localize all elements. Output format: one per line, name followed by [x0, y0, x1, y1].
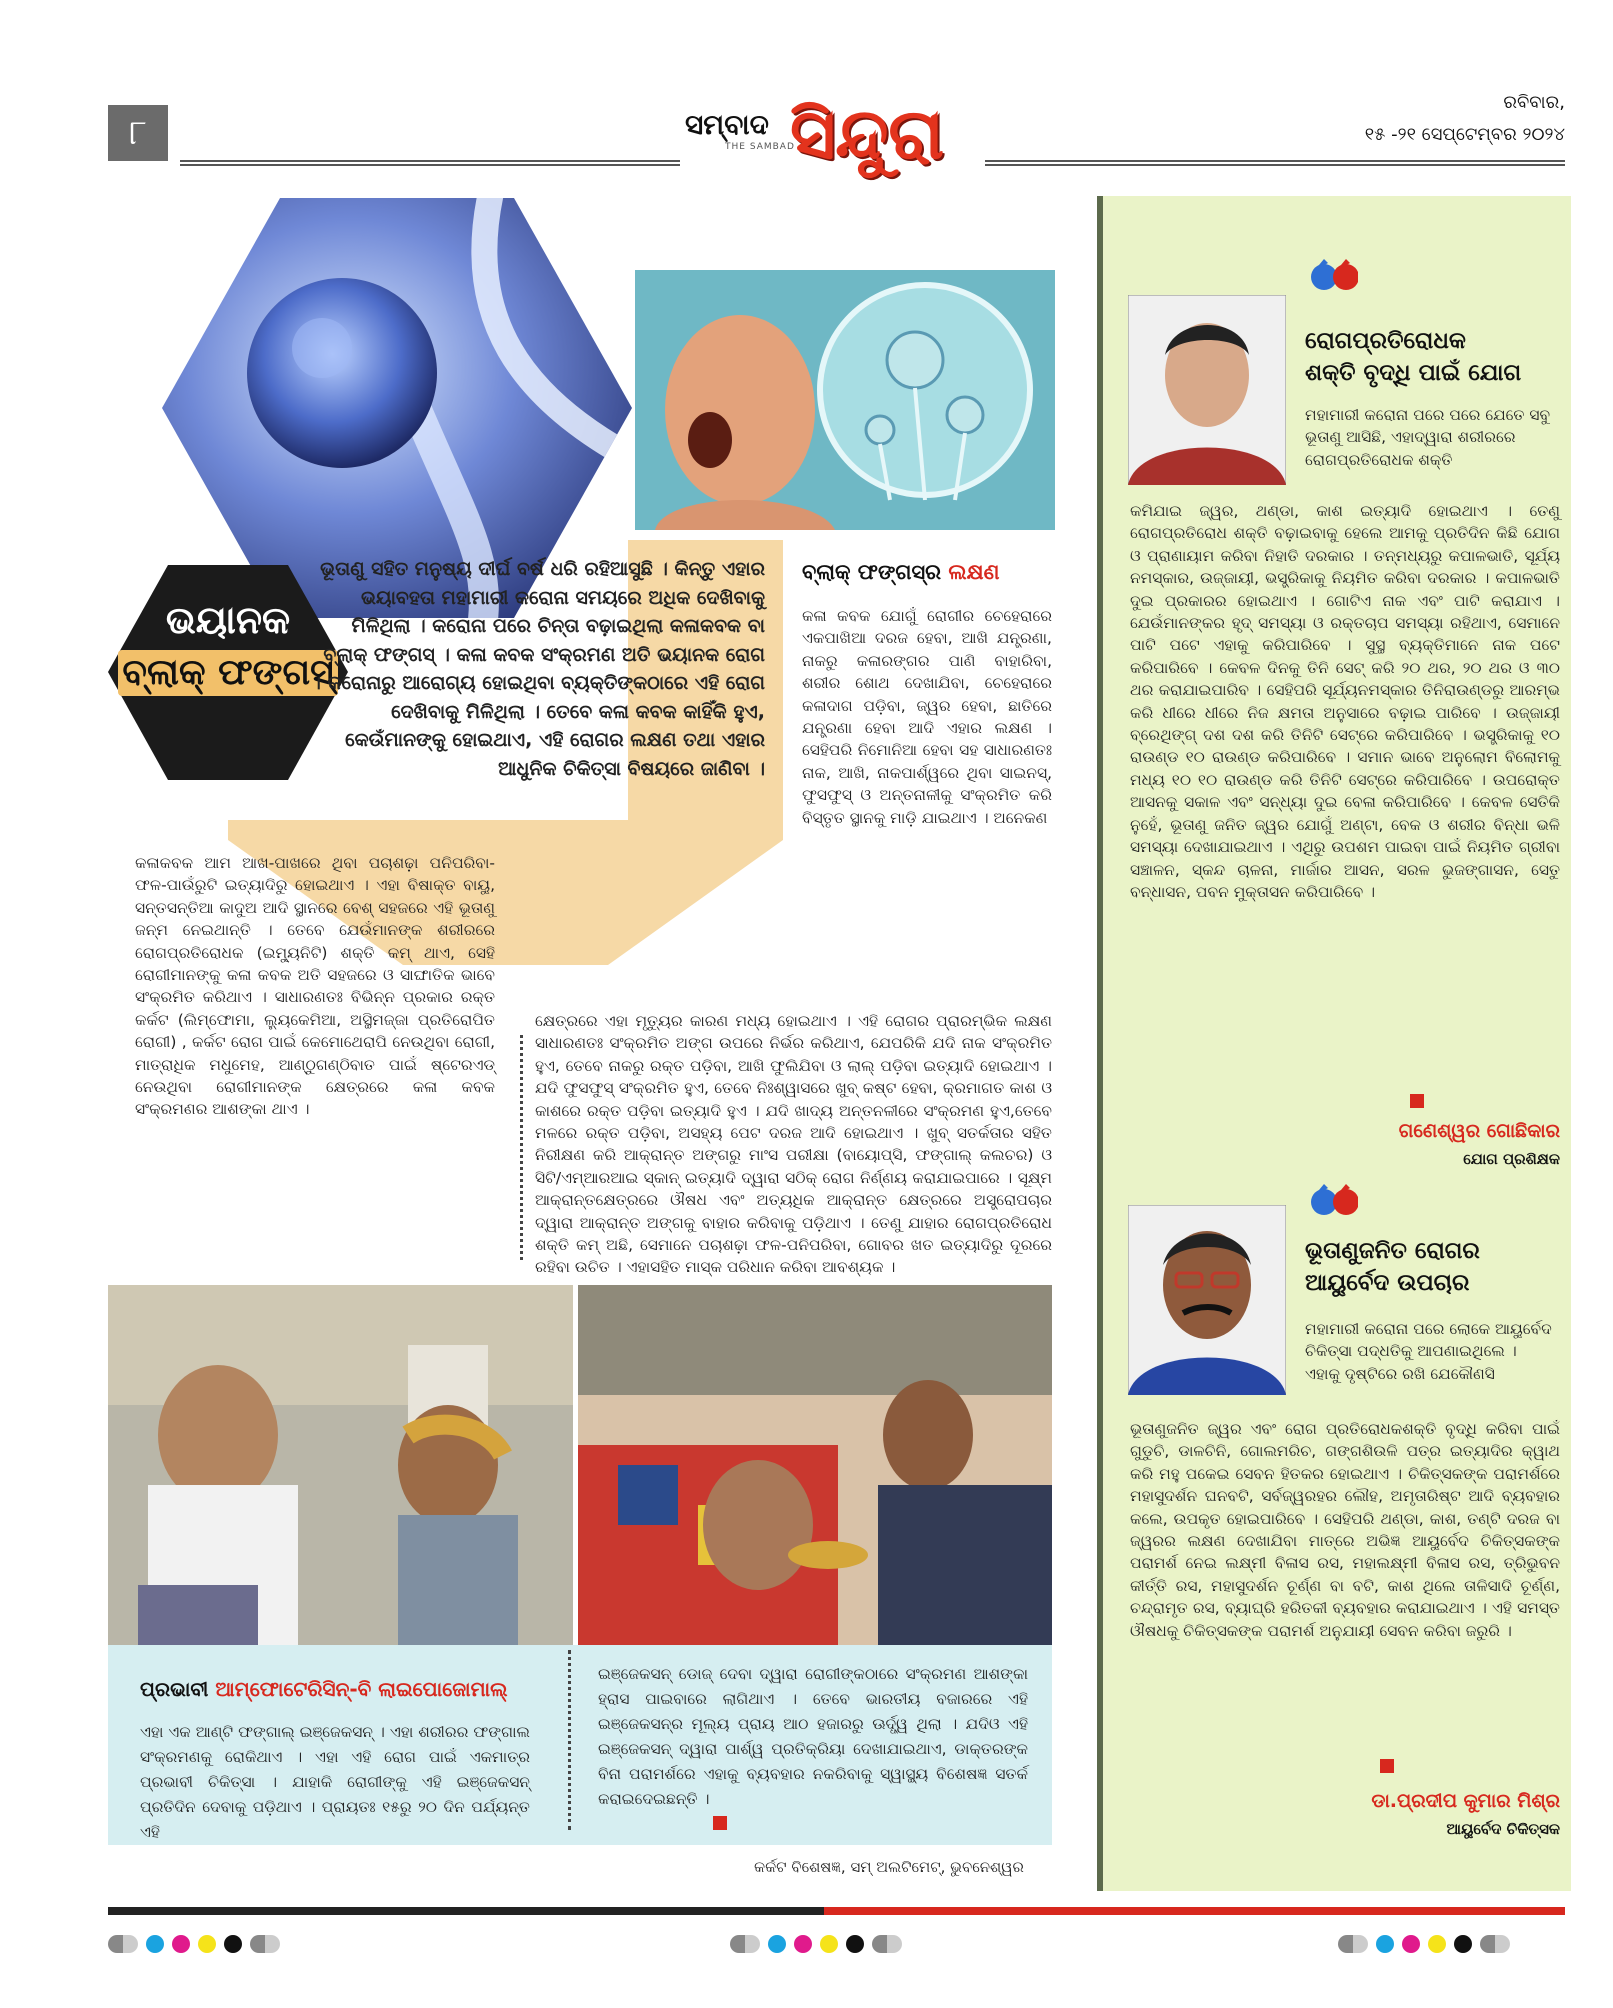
end-square-icon [713, 1812, 727, 1831]
yoga-trainer-photo [1128, 295, 1286, 485]
registration-dot-icon [250, 1935, 280, 1953]
quote-icon [1310, 1180, 1358, 1220]
injection-divider [568, 1650, 571, 1830]
registration-dot-icon [820, 1935, 838, 1953]
ayurveda-intro: ମହାମାରୀ କରୋନା ପରେ ଲୋକେ ଆୟୁର୍ବେଦ ଚିକିତ୍ସା ପଦ୍ଧତିକୁ ଆପଣାଇଥିଲେ । ଏହାକୁ ଦୃଷ୍ଟିରେ ରଖି ଯେକୌଣସି [1305, 1320, 1552, 1383]
ayurveda-title [1305, 1235, 1555, 1299]
symptoms-column: କଳା କବକ ଯୋଗୁଁ ରୋଗୀର ଚେହେରାରେ ଏକପାଖିଆ ଦରଜ ହେବା, ଆଖି ଯନ୍ତ୍ରଣା, ନାକରୁ କଳାରଙ୍ଗର ପାଣି ବାହାରିବା, ଶରୀର ଶୋଥ ଦେଖାଯିବା, ଚେହେରାରେ କଳାଦାଗ ପଡ଼ିବା, ଜ୍ୱର ହେବା, ଛାତିରେ ଯନ୍ତ୍ରଣା ହେବା ଆଦି ଏହାର ଲକ୍ଷଣ । ସେହିପରି ନିମୋନିଆ ହେବା ସହ ସାଧାରଣତଃ ନାକ, ଆଖି, ନାକପାର୍ଶ୍ୱରେ ଥିବା ସାଇନସ୍, ଫୁସଫୁସ୍ ଓ ଅନ୍ତନାଳୀକୁ ସଂକ୍ରମିତ କରି ବିସ୍ତୃତ ସ୍ଥାନକୁ ମାଡ଼ି ଯାଇଥାଏ । ଅନେକଣ [802, 607, 1052, 827]
symptoms-heading-accent: ଲକ୍ଷଣ [948, 560, 1000, 584]
registration-dot-icon [1338, 1935, 1368, 1953]
registration-dot-icon [108, 1935, 138, 1953]
registration-dot-icon [172, 1935, 190, 1953]
registration-dot-icon [846, 1935, 864, 1953]
injection-heading-prefix: ପ୍ରଭାବୀ [140, 1677, 209, 1701]
injection-heading-drug: ଆମ୍ଫୋଟେରିସିନ୍-ବି ଲାଇପୋଜୋମାଲ୍ [215, 1677, 508, 1701]
headline-line2: ବ୍ଲାକ୍ ଫଙ୍ଗସ୍ [118, 650, 338, 696]
brand-logo-subtitle: THE SAMBAD [725, 142, 795, 152]
yoga-title-line2: ଶକ୍ତି ବୃଦ୍ଧି ପାଇଁ ଯୋଗ [1305, 360, 1522, 386]
body-left-column: କଳାକବକ ଆମ ଆଖ-ପାଖରେ ଥିବା ପଚାଶଢ଼ା ପନିପରିବା-ଫଳ-ପାଉଁରୁଟି ଇତ୍ୟାଦିରୁ ହୋଇଥାଏ । ଏହା ବିଷାକ୍ତ ବାୟୁ, ସନ୍ତସନ୍ତିଆ କାଦୁଅ ଆଦି ସ୍ଥାନରେ ବେଶ୍ ସହଜରେ ଏହି ଭୂତାଣୁ ଜନ୍ମ ନେଇଥାନ୍ତି । ତେବେ ଯେଉଁମାନଙ୍କ ଶରୀରରେ ରୋଗପ୍ରତିରୋଧକ (ଇମ୍ୟୁନିଟି) ଶକ୍ତି କମ୍ ଥାଏ, ସେହି ରୋଗୀମାନଙ୍କୁ କଳା କବକ ଅତି ସହଜରେ ଓ ସାଙ୍ଘାତିକ ଭାବେ ସଂକ୍ରମିତ କରିଥାଏ । ସାଧାରଣତଃ ବିଭିନ୍ନ ପ୍ରକାର ରକ୍ତ କର୍କଟ (ଲିମ୍ଫୋମା, ଲ୍ୟୁକେମିଆ, ଅସ୍ଥିମଜ୍ଜା ପ୍ରତିରୋପିତ ରୋଗୀ) , କର୍କଟ ରୋଗ ପାଇଁ କେମୋଥେରାପି ନେଉଥିବା ରୋଗୀ, ମାତ୍ରାଧିକ ମଧୁମେହ, ଆଣ୍ଠୁଗଣ୍ଠିବାତ ପାଇଁ ଷ୍ଟେରଏଡ୍ ନେଉଥିବା ରୋଗୀମାନଙ୍କ କ୍ଷେତ୍ରରେ କଳା କବକ ସଂକ୍ରମଣର ଆଶଙ୍କା ଥାଏ । [135, 854, 495, 1119]
symptoms-continued: କ୍ଷେତ୍ରରେ ଏହା ମୃତ୍ୟୁର କାରଣ ମଧ୍ୟ ହୋଇଥାଏ । ଏହି ରୋଗର ପ୍ରାରମ୍ଭିକ ଲକ୍ଷଣ ସାଧାରଣତଃ ସଂକ୍ରମିତ ଅଙ୍ଗ ଉପରେ ନିର୍ଭର କରିଥାଏ, ଯେପରିକି ଯଦି ନାକ ସଂକ୍ରମିତ ହୁଏ, ତେବେ ନାକରୁ ରକ୍ତ ପଡ଼ିବା, ଆଖି ଫୁଲିଯିବା ଓ ଲାଲ୍ ପଡ଼ିବା ଇତ୍ୟାଦି ହୋଇଥାଏ । ଯଦି ଫୁସଫୁସ୍ ସଂକ୍ରମିତ ହୁଏ, ତେବେ ନିଃଶ୍ୱାସରେ ଖୁବ୍ କଷ୍ଟ ହେବା, କ୍ରମାଗତ କାଶ ଓ କାଶରେ ରକ୍ତ ପଡ଼ିବା ଇତ୍ୟାଦି ହୁଏ । ଯଦି ଖାଦ୍ୟ ଅନ୍ତନଳୀରେ ସଂକ୍ରମଣ ହୁଏ,ତେବେ ମଳରେ ରକ୍ତ ପଡ଼ିବା, ଅସହ୍ୟ ପେଟ ଦରଜ ଆଦି ହୋଇଥାଏ । ଖୁବ୍ ସତର୍କତାର ସହିତ ନିରୀକ୍ଷଣ କରି ଆକ୍ରାନ୍ତ ଅଙ୍ଗରୁ ମାଂସ ପରୀକ୍ଷା (ବାୟୋପ୍ସି, ଫଙ୍ଗାଲ୍ କଲଚର) ଓ ସିଟି/ଏମ୍ଆରଆଇ ସ୍କାନ୍ ଇତ୍ୟାଦି ଦ୍ୱାରା ସଠିକ୍ ରୋଗ ନିର୍ଣ୍ଣୟ କରାଯାଇପାରେ । ସୂକ୍ଷ୍ମ ଆକ୍ରାନ୍ତକ୍ଷେତ୍ରରେ ଔଷଧ ଏବଂ ଅତ୍ୟଧିକ ଆକ୍ରାନ୍ତ କ୍ଷେତ୍ରରେ ଅସ୍ତ୍ରୋପଚାର ଦ୍ୱାରା ଆକ୍ରାନ୍ତ ଅଙ୍ଗକୁ ବାହାର କରିବାକୁ ପଡ଼ିଥାଏ । ତେଣୁ ଯାହାର ରୋଗପ୍ରତିରୋଧ ଶକ୍ତି କମ୍ ଅଛି, ସେମାନେ ପଚାଶଢ଼ା ଫଳ-ପନିପରିବା, ଗୋବର ଖତ ଇତ୍ୟାଦିରୁ ଦୂରରେ ରହିବା ଉଚିତ । ଏହାସହିତ ମାସ୍କ ପରିଧାନ କରିବା ଆବଶ୍ୟକ । [535, 1012, 1052, 1277]
doctor-examining-photo [108, 1285, 573, 1645]
registration-dot-icon [224, 1935, 242, 1953]
registration-marks-center [730, 1935, 910, 1957]
registration-marks-right [1338, 1935, 1518, 1957]
end-square-icon [1410, 1090, 1424, 1109]
brand-logo-small: ସମ୍ବାଦ [685, 108, 769, 141]
symptoms-heading-main: ବ୍ଲାକ୍ ଫଙ୍ଗସ୍‌ର [802, 560, 942, 584]
registration-dot-icon [1376, 1935, 1394, 1953]
ayurveda-doctor-photo [1128, 1205, 1286, 1395]
ayurveda-author-role: ଆୟୁର୍ବେଦ ଚିକିତ୍ସକ [1446, 1820, 1560, 1838]
registration-dot-icon [146, 1935, 164, 1953]
registration-dot-icon [1454, 1935, 1472, 1953]
patient-bed-photo [578, 1285, 1052, 1645]
registration-dot-icon [768, 1935, 786, 1953]
yoga-intro: ମହାମାରୀ କରୋନା ପରେ ପରେ ଯେତେ ସବୁ ଭୂତାଣୁ ଆସିଛି, ଏହାଦ୍ୱାରା ଶରୀରରେ ରୋଗପ୍ରତିରୋଧକ ଶକ୍ତି [1305, 406, 1551, 469]
author-credit-oncologist: କର୍କଟ ବିଶେଷଜ୍ଞ, ସମ୍ ଅଲଟିମେଟ୍, ଭୁବନେଶ୍ୱର [754, 1858, 1024, 1876]
registration-dot-icon [1402, 1935, 1420, 1953]
header-rule-right [985, 160, 1565, 166]
symptoms-heading [802, 560, 1000, 585]
column-divider [520, 1035, 523, 1260]
end-square-icon [1380, 1755, 1394, 1774]
registration-dot-icon [794, 1935, 812, 1953]
registration-dot-icon [1480, 1935, 1510, 1953]
issue-day: ରବିବାର, [1503, 92, 1565, 113]
footer-bar-red [824, 1907, 1565, 1915]
ayurveda-author: ଡା.ପ୍ରଦୀପ କୁମାର ମିଶ୍ର [1371, 1790, 1560, 1812]
registration-dot-icon [872, 1935, 902, 1953]
registration-dot-icon [198, 1935, 216, 1953]
injection-heading [140, 1677, 508, 1701]
headline-line1: ଭୟାନକ [165, 598, 291, 642]
quote-icon [1310, 255, 1358, 295]
injection-text-left: ଏହା ଏକ ଆଣ୍ଟି ଫଙ୍ଗାଲ୍ ଇଞ୍ଜେକସନ୍ । ଏହା ଶରୀରର ଫଙ୍ଗାଲ ସଂକ୍ରମଣକୁ ରୋକିଥାଏ । ଏହା ଏହି ରୋଗ ପାଇଁ ଏକମାତ୍ର ପ୍ରଭାବୀ ଚିକିତ୍ସା । ଯାହାକି ରୋଗୀଙ୍କୁ ଏହି ଇଞ୍ଜେକସନ୍ ପ୍ରତିଦିନ ଦେବାକୁ ପଡ଼ିଥାଏ । ପ୍ରାୟତଃ ୧୫ରୁ ୨୦ ଦିନ ପର୍ଯ୍ୟନ୍ତ ଏହି [140, 1723, 530, 1841]
registration-dot-icon [730, 1935, 760, 1953]
yoga-author: ଗଣେଶ୍ୱର ଗୋଛିକାର [1398, 1120, 1560, 1142]
brand-logo-main: ସିନ୍ଦୁରା [790, 92, 945, 175]
header-rule-left [180, 160, 680, 166]
yoga-body: କମିଯାଇ ଜ୍ୱର, ଥଣ୍ଡା, କାଶ ଇତ୍ୟାଦି ହୋଇଥାଏ । ତେଣୁ ରୋଗପ୍ରତିରୋଧ ଶକ୍ତି ବଢ଼ାଇବାକୁ ହେଲେ ଆମକୁ ପ୍ରତିଦିନ କିଛି ଯୋଗ ଓ ପ୍ରାଣାୟାମ କରିବା ନିହାତି ଦରକାର । ତନ୍ମଧ୍ୟରୁ କପାଳଭାତି, ସୂର୍ଯ୍ୟ ନମସ୍କାର, ଉଜ୍ଜାୟୀ, ଭସ୍ତ୍ରିକାକୁ ନିୟମିତ କରିବା ଦରକାର । କପାଳଭାତି ଦୁଇ ପ୍ରକାରର ହୋଇଥାଏ । ଗୋଟିଏ ନାକ ଏବଂ ପାଟି କରାଯାଏ । ଯେଉଁମାନଙ୍କର ହୃଦ୍ ସମସ୍ୟା ଓ ରକ୍ତଚାପ ସମସ୍ୟା ରହିଥାଏ, ସେମାନେ ପାଟି ପଟେ ଏହାକୁ କରିପାରିବେ । ସୁସ୍ଥ ବ୍ୟକ୍ତିମାନେ ନାକ ପଟେ କରିପାରିବେ । କେବଳ ଦିନକୁ ତିନି ସେଟ୍ କରି ୨୦ ଥର, ୨୦ ଥର ଓ ୩୦ ଥର କରାଯାଇପାରିବ । ସେହିପରି ସୂର୍ଯ୍ୟନମସ୍କାର ତିନିରାଉଣ୍ଡରୁ ଆରମ୍ଭ କରି ଧୀରେ ଧୀରେ ନିଜ କ୍ଷମତା ଅନୁସାରେ ବଢ଼ାଇ ପାରିବେ । ଉଜ୍ଜାୟୀ ବ୍ରେଥିଙ୍ଗ୍ ଦଶ ଦଶ କରି ତିନିଟି ସେଟ୍‌ରେ କରିପାରିବେ । ଭସ୍ତ୍ରିକାକୁ ୧୦ ରାଉଣ୍ଡ ୧୦ ରାଉଣ୍ଡ କରିପାରିବେ । ସମାନ ଭାବେ ଅନୁଲୋମ ବିଲୋମକୁ ମଧ୍ୟ ୧୦ ୧୦ ରାଉଣ୍ଡ କରି ତିନିଟି ସେଟ୍‌ରେ କରିପାରିବେ । ଉପରୋକ୍ତ ଆସନକୁ ସକାଳ ଏବଂ ସନ୍ଧ୍ୟା ଦୁଇ ବେଳା କରିପାରିବେ । କେବଳ ସେତିକି ନୁହେଁ, ଭୂତାଣୁ ଜନିତ ଜ୍ୱର ଯୋଗୁଁ ଅଣ୍ଟା, ବେକ ଓ ଶରୀର ବିନ୍ଧା ଭଳି ସମସ୍ୟା ଦେଖାଯାଇଥାଏ । ଏଥିରୁ ଉପଶମ ପାଇବା ପାଇଁ ନିୟମିତ ଗ୍ରୀବା ସଞ୍ଚାଳନ, ସ୍କନ୍ଦ ଚାଳନା, ମାର୍ଜାର ଆସନ, ସରଳ ଭୁଜଙ୍ଗାସନ, ସେତୁ ବନ୍ଧାସନ, ପବନ ମୁକ୍ତାସନ କରିପାରିବେ । [1130, 502, 1560, 901]
registration-marks-left [108, 1935, 288, 1957]
footer-bar-black [108, 1907, 824, 1915]
ayurveda-title-line2: ଆୟୁର୍ବେଦ ଉପଚାର [1305, 1270, 1470, 1296]
intro-paragraph: ଭୂତାଣୁ ସହିତ ମନୁଷ୍ୟ ଦୀର୍ଘ ବର୍ଷ ଧରି ରହିଆସୁଛି । କିନ୍ତୁ ଏହାର ଭୟାବହତା ମହାମାରୀ କରୋନା ସମୟରେ ଅଧିକ ଦେଖିବାକୁ ମିଳିଥିଲା । କରୋନା ପରେ ଚିନ୍ତା ବଢ଼ାଇଥିଲା କଳାକବକ ବା ବ୍ଲାକ୍ ଫଙ୍ଗସ୍ । କଳା କବକ ସଂକ୍ରମଣ ଅତି ଭୟାନକ ରୋଗ । କରୋନାରୁ ଆରୋଗ୍ୟ ହୋଇଥିବା ବ୍ୟକ୍ତିଙ୍କଠାରେ ଏହି ରୋଗ ଦେଖିବାକୁ ମିଳିଥିଲା । ତେବେ କଳା କବକ କାହିଁକି ହୁଏ, କେଉଁମାନଙ୍କୁ ହୋଇଥାଏ, ଏହି ରୋଗର ଲକ୍ଷଣ ତଥା ଏହାର ଆଧୁନିକ ଚିକିତ୍ସା ବିଷୟରେ ଜାଣିବା । [312, 558, 765, 780]
yoga-title [1305, 325, 1555, 389]
ayurveda-body: ଭୂତାଣୁଜନିତ ଜ୍ୱର ଏବଂ ରୋଗ ପ୍ରତିରୋଧକଶକ୍ତି ବୃଦ୍ଧି କରିବା ପାଇଁ ଗୁଡୁଚି, ଡାଳଚିନି, ଗୋଲମରିଚ, ଗଙ୍ଗଶିଉଳି ପତ୍ର ଇତ୍ୟାଦିର କ୍ୱାଥ କରି ମହୁ ପକେଇ ସେବନ ହିତକର ହୋଇଥାଏ । ଚିକିତ୍ସକଙ୍କ ପରାମର୍ଶରେ ମହାସୁଦର୍ଶନ ଘନବଟି, ସର୍ବଜ୍ୱରହର ଲୌହ, ଅମୃତାରିଷ୍ଟ ଆଦି ବ୍ୟବହାର କଲେ, ଉପକୃତ ହୋଇପାରିବେ । ସେହିପରି ଥଣ୍ଡା, କାଶ, ତଣ୍ଟି ଦରଜ ବା ଜ୍ୱରର ଲକ୍ଷଣ ଦେଖାଯିବା ମାତ୍ରେ ଅଭିଜ୍ଞ ଆୟୁର୍ବେଦ ଚିକିତ୍ସକଙ୍କ ପରାମର୍ଶ ନେଇ ଲକ୍ଷ୍ମୀ ବିଳାସ ରସ, ମହାଲକ୍ଷ୍ମୀ ବିଳାସ ରସ, ତ୍ରିଭୁବନ କୀର୍ତ୍ତି ରସ, ମହାସୁଦର୍ଶନ ଚୂର୍ଣ୍ଣ ବା ବଟି, କାଶ ଥିଲେ ତାଳିସାଦି ଚୂର୍ଣ୍ଣ, ଚନ୍ଦ୍ରାମୃତ ରସ, ବ୍ୟାଘ୍ରି ହରିତକୀ ବ୍ୟବହାର କରାଯାଇଥାଏ । ଏହି ସମସ୍ତ ଔଷଧକୁ ଚିକିତ୍ସକଙ୍କ ପରାମର୍ଶ ଅନୁଯାୟୀ ସେବନ କରିବା ଜରୁରି । [1130, 1420, 1560, 1640]
yoga-title-line1: ରୋଗପ୍ରତିରୋଧକ [1305, 328, 1466, 354]
issue-date: ୧୫ -୨୧ ସେପ୍ଟେମ୍ବର ୨୦୨୪ [1364, 124, 1565, 145]
injection-text-right: ଇଞ୍ଜେକସନ୍ ଡୋଜ୍ ଦେବା ଦ୍ୱାରା ରୋଗୀଙ୍କଠାରେ ସଂକ୍ରମଣ ଆଶଙ୍କା ହ୍ରାସ ପାଇବାରେ ଲାଗିଥାଏ । ତେବେ ଭାରତୀୟ ବଜାରରେ ଏହି ଇଞ୍ଜେକସନ୍‌ର ମୂଲ୍ୟ ପ୍ରାୟ ଆଠ ହଜାରରୁ ଊର୍ଦ୍ଧ୍ୱ ଥିଲା । ଯଦିଓ ଏହି ଇଞ୍ଜେକସନ୍ ଦ୍ୱାରା ପାର୍ଶ୍ୱ ପ୍ରତିକ୍ରିୟା ଦେଖାଯାଇଥାଏ, ଡାକ୍ତରଙ୍କ ବିନା ପରାମର୍ଶରେ ଏହାକୁ ବ୍ୟବହାର ନକରିବାକୁ ସ୍ୱାସ୍ଥ୍ୟ ବିଶେଷଜ୍ଞ ସତର୍କ କରାଇଦେଇଛନ୍ତି । [598, 1665, 1028, 1808]
registration-dot-icon [1428, 1935, 1446, 1953]
infected-face-image [635, 270, 1055, 530]
ayurveda-title-line1: ଭୂତାଣୁଜନିତ ରୋଗର [1305, 1238, 1480, 1264]
page-number: ୮ [108, 105, 168, 161]
yoga-author-role: ଯୋଗ ପ୍ରଶିକ୍ଷକ [1463, 1150, 1560, 1168]
